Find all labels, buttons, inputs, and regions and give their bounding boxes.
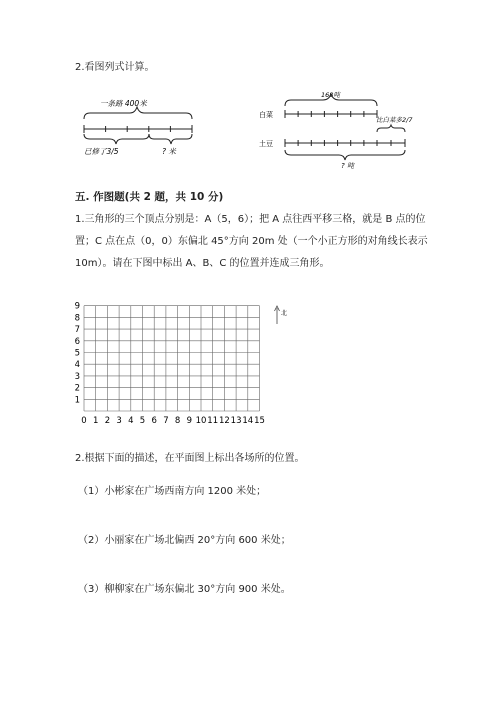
potato-total-brace <box>285 150 405 160</box>
section-title: 五. 作图题(共 2 题，共 10 分) <box>75 191 224 203</box>
cabbage-label: 白菜 <box>259 111 273 119</box>
y-tick-label: 8 <box>74 313 80 324</box>
question-2-item: （2）小丽家在广场北偏西 20°方向 600 米处； <box>78 535 291 546</box>
x-tick-label: 8 <box>174 416 181 426</box>
road-segment-diagram <box>70 92 210 160</box>
compare-brace <box>377 125 405 132</box>
x-tick-label: 4 <box>128 416 134 426</box>
potato-label: 土豆 <box>259 140 273 148</box>
x-tick-label: 0 <box>81 416 87 426</box>
x-tick-label: 3 <box>116 416 122 426</box>
question-1-text <box>75 209 435 275</box>
vegetable-segment-diagram <box>255 88 430 170</box>
x-tick-label: 10 <box>195 416 207 426</box>
x-tick-label: 11 <box>207 416 219 426</box>
done-label: 已修了3/5 <box>84 147 119 156</box>
done-brace <box>84 134 149 144</box>
question-title: 2.看图列式计算。 <box>75 62 155 73</box>
coordinate-grid <box>70 292 290 432</box>
question-2-item: （1）小彬家在广场西南方向 1200 米处； <box>78 486 267 497</box>
x-tick-label: 12 <box>218 416 230 426</box>
x-tick-label: 6 <box>151 416 157 426</box>
question-1-line: 10m）。请在下图中标出 A、B、C 的位置并连成三角形。 <box>75 258 330 269</box>
x-tick-label: 13 <box>230 416 242 426</box>
y-tick-label: 4 <box>74 360 80 371</box>
y-tick-label: 1 <box>74 395 80 406</box>
question-1-line: 1.三角形的三个顶点分别是：A（5，6）；把 A 点往西平移三格，就是 B 点的位 <box>75 214 426 225</box>
y-tick-label: 5 <box>74 348 80 359</box>
total-brace <box>84 107 192 119</box>
x-tick-label: 2 <box>104 416 111 426</box>
y-tick-label: 2 <box>74 383 80 394</box>
y-tick-label: 7 <box>74 325 80 336</box>
unknown-label: ? 吨 <box>341 162 354 170</box>
unknown-brace <box>149 134 192 144</box>
question-2-item: （3）柳柳家在广场东偏北 30°方向 900 米处。 <box>78 584 291 595</box>
question-2-text: 2.根据下面的描述，在平面图上标出各场所的位置。 <box>75 453 305 464</box>
y-tick-label: 9 <box>74 301 80 312</box>
total-label: 一条路 400米 <box>100 99 147 108</box>
north-label: 北 <box>281 310 288 317</box>
compare-label: 比白菜多2/7 <box>376 116 413 124</box>
question-1-line: 置；C 点在点（0，0）东偏北 45°方向 20m 处（一个小正方形的对角线长表示 <box>75 236 428 247</box>
y-tick-label: 3 <box>74 371 80 382</box>
grid-lines <box>84 306 260 411</box>
x-tick-label: 1 <box>92 416 99 426</box>
unknown-label: ? 米 <box>162 147 176 156</box>
x-tick-label: 14 <box>242 416 254 426</box>
top-label: 168吨 <box>321 91 340 99</box>
x-tick-label: 5 <box>139 416 146 426</box>
x-tick-label: 15 <box>254 416 265 426</box>
x-tick-label: 9 <box>186 416 193 426</box>
x-tick-label: 7 <box>163 416 169 426</box>
y-tick-label: 6 <box>74 336 80 347</box>
